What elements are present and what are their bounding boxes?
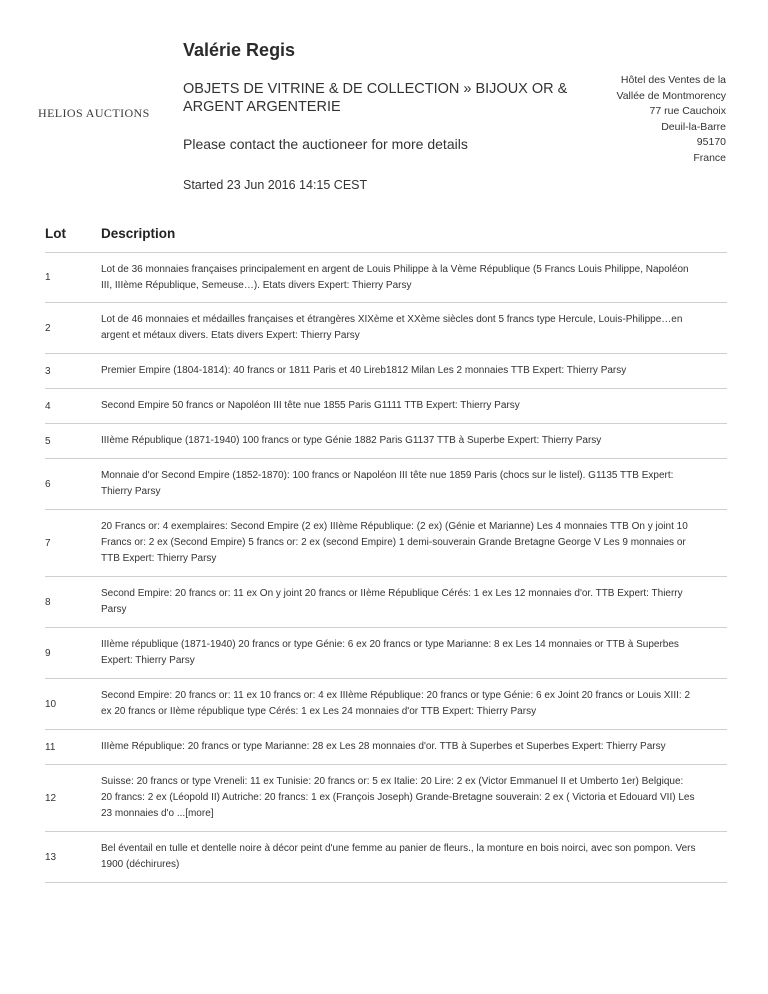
address-line: France bbox=[693, 151, 726, 164]
lot-row bbox=[45, 679, 727, 730]
address-line: 77 rue Cauchoix bbox=[649, 105, 726, 117]
lot-description bbox=[101, 363, 727, 379]
lot-description bbox=[101, 586, 727, 618]
address-line: Deuil-la-Barre bbox=[661, 120, 726, 133]
lot-row bbox=[45, 354, 727, 389]
lot-description-text: Second Empire: 20 francs or: 11 ex 10 francs or: 4 ex IIIème République: 20 francs or type Génie: 6 ex Joint 20 francs or Louis XIII: 2 ex 20 francs or IIème république type Cérés: 1 ex Les 24 monnaies d'or TTB Expert: Thierry Parsy bbox=[101, 690, 691, 717]
lot-description-text: Monnaie d'or Second Empire (1852-1870): 100 francs or Napoléon III tête nue 1859 Paris (chocs sur le listel). G1135 TTB Expert: Thierry Parsy bbox=[101, 470, 674, 497]
lot-row bbox=[45, 253, 727, 303]
lot-description-text: IIIème République (1871-1940) 100 francs or type Génie 1882 Paris G1137 TTB à Superbe Expert: Thierry Parsy bbox=[101, 435, 602, 446]
lot-row bbox=[45, 628, 727, 679]
lot-description-text: Premier Empire (1804-1814): 40 francs or 1811 Paris et 40 Lireb1812 Milan Les 2 monnaies TTB Expert: Thierry Parsy bbox=[101, 365, 627, 376]
lot-description bbox=[101, 688, 727, 720]
lot-number: 12 bbox=[45, 792, 57, 804]
lot-description-text: Second Empire: 20 francs or: 11 ex On y joint 20 francs or IIème République Cérés: 1 ex Les 12 monnaies d'or. TTB Expert: Thierry Parsy bbox=[101, 588, 683, 615]
lot-number: 8 bbox=[45, 596, 51, 608]
auction-house-address bbox=[546, 73, 726, 166]
contact-note: Please contact the auctioneer for more details bbox=[183, 136, 468, 152]
address-line: Hôtel des Ventes de la bbox=[620, 74, 726, 86]
lot-row bbox=[45, 765, 727, 832]
lot-description bbox=[101, 739, 727, 755]
lot-description-text: Bel éventail en tulle et dentelle noire à décor peint d'une femme au panier de fleurs., la monture en bois noirci, avec son pompon. Vers 1900 (déchirures) bbox=[101, 843, 696, 870]
lot-description bbox=[101, 637, 727, 669]
table-body bbox=[45, 253, 727, 883]
lot-description-text: Second Empire 50 francs or Napoléon III tête nue 1855 Paris G1111 TTB Expert: Thierry Parsy bbox=[101, 400, 520, 411]
lot-number: 1 bbox=[45, 272, 51, 283]
column-header-description: Description bbox=[101, 226, 176, 241]
lot-description bbox=[101, 433, 727, 449]
lot-number: 4 bbox=[45, 400, 51, 412]
lot-number: 7 bbox=[45, 537, 51, 549]
lot-number: 6 bbox=[45, 478, 51, 490]
lot-description bbox=[101, 519, 727, 567]
lot-table bbox=[45, 220, 727, 883]
lot-number: 5 bbox=[45, 435, 51, 447]
lot-row bbox=[45, 303, 727, 354]
more-link[interactable]: [more] bbox=[185, 808, 214, 819]
auctioneer-name: Valérie Regis bbox=[183, 40, 296, 60]
lot-row bbox=[45, 832, 727, 883]
lot-number: 10 bbox=[45, 698, 57, 710]
lot-row bbox=[45, 459, 727, 510]
sale-start-date: Started 23 Jun 2016 14:15 CEST bbox=[183, 178, 368, 192]
lot-description bbox=[101, 774, 727, 822]
lot-row bbox=[45, 389, 727, 424]
lot-description-text: Lot de 36 monnaies françaises principalement en argent de Louis Philippe à la Vème République (5 Francs Louis Philippe, Napoléon III, IIIème République, Semeuse…). Etats divers Expert: Thierry Parsy bbox=[101, 263, 689, 291]
lot-description bbox=[101, 841, 727, 873]
lot-number: 9 bbox=[45, 647, 51, 659]
lot-row bbox=[45, 510, 727, 577]
lot-description-text: Lot de 46 monnaies et médailles françaises et étrangères XIXème et XXème siècles dont 5 francs type Hercule, Louis-Philippe…en argent et métaux divers. Etats divers Expert: Thierry Parsy bbox=[101, 314, 683, 341]
lot-number: 2 bbox=[45, 322, 51, 334]
lot-description-text: Suisse: 20 francs or type Vreneli: 11 ex Tunisie: 20 francs or: 5 ex Italie: 20 Lire: 2 ex (Victor Emmanuel II et Umberto 1er) Belgique: 20 francs: 2 ex (Léopold II) Autriche: 20 francs: 1 ex (François Joseph) Grande-Bretagne souverain: 2 ex ( Victoria et Edouard VII) Les 23 monnaies d'o ... bbox=[101, 776, 695, 819]
address-line: Vallée de Montmorency bbox=[616, 89, 726, 102]
lot-description bbox=[101, 398, 727, 414]
lot-description-text: IIIème république (1871-1940) 20 francs or type Génie: 6 ex 20 francs or type Marianne: 8 ex Les 14 monnaies or TTB à Superbes Expert: Thierry Parsy bbox=[101, 639, 679, 666]
lot-description bbox=[101, 262, 727, 294]
lot-row bbox=[45, 730, 727, 765]
lot-description-text: 20 Francs or: 4 exemplaires: Second Empire (2 ex) IIIème République: (2 ex) (Génie et Marianne) Les 4 monnaies TTB On y joint 10 Francs or: 2 ex (Second Empire) 5 francs or: 2 ex (second Empire) 1 demi-souverain Grande Bretagne George V Les 9 monnaies or TTB Expert: Thierry Parsy bbox=[101, 521, 688, 564]
lot-description-text: IIIème République: 20 francs or type Marianne: 28 ex Les 28 monnaies d'or. TTB à Superbes et Superbes Expert: Thierry Parsy bbox=[101, 741, 666, 752]
lot-number: 13 bbox=[45, 851, 57, 863]
sale-title: OBJETS DE VITRINE & DE COLLECTION » BIJOUX OR & ARGENT ARGENTERIE bbox=[183, 81, 568, 115]
lot-description bbox=[101, 312, 727, 344]
lot-row bbox=[45, 577, 727, 628]
address-line: 95170 bbox=[696, 136, 726, 148]
helios-auctions-logo: HELIOS AUCTIONS bbox=[38, 106, 150, 120]
lot-number: 3 bbox=[45, 365, 51, 377]
lot-description bbox=[101, 468, 727, 500]
lot-row bbox=[45, 424, 727, 459]
table-header bbox=[45, 220, 727, 253]
column-header-lot: Lot bbox=[45, 226, 66, 241]
lot-number: 11 bbox=[45, 741, 56, 753]
